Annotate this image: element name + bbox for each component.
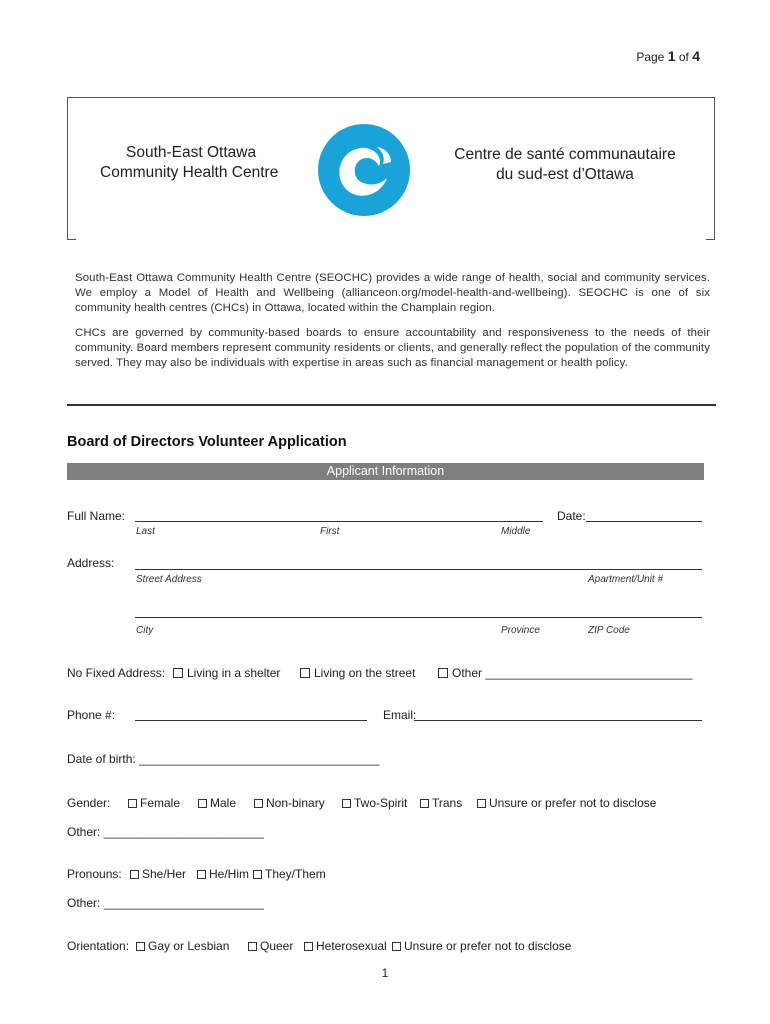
orientation-hetero[interactable]: Heterosexual (304, 939, 387, 953)
footer-page-number: 1 (381, 966, 389, 980)
form-title: Board of Directors Volunteer Application (67, 434, 347, 450)
checkbox-orientation-unsure[interactable] (392, 942, 401, 951)
pronoun-he[interactable]: He/Him (197, 867, 249, 881)
gender-female[interactable]: Female (128, 796, 180, 810)
middle-name-caption: Middle (501, 526, 531, 537)
checkbox-they[interactable] (253, 870, 262, 879)
intro-text (75, 271, 710, 381)
first-name-caption: First (320, 526, 340, 537)
gender-twospirit[interactable]: Two-Spirit (342, 796, 407, 810)
org-en-line2: Community Health Centre (100, 164, 279, 181)
other-option[interactable]: Other _______________________________ (438, 666, 692, 680)
phone-label: Phone #: (67, 708, 116, 722)
city-caption: City (136, 625, 154, 636)
checkbox-gender-unsure[interactable] (477, 799, 486, 808)
gender-nonbinary[interactable]: Non-binary (254, 796, 325, 810)
checkbox-queer[interactable] (248, 942, 257, 951)
no-fixed-address-label: No Fixed Address: (67, 666, 166, 680)
checkbox-he[interactable] (197, 870, 206, 879)
page-of: of (678, 50, 689, 64)
dob-row (67, 752, 379, 766)
seochc-logo-icon (317, 122, 411, 218)
page-label: Page (636, 50, 665, 64)
org-name-english (100, 143, 300, 183)
section-header: Applicant Information (67, 463, 704, 480)
intro-paragraph-1: South-East Ottawa Community Health Centre (SEOCHC) provides a wide range of health, social and community services. We employ a Model of Health and Wellbeing (allianceon.org/model-health-and-wellbeing). SEOCHC is one of six community health centres (CHCs) in Ottawa, located within the Champlain region. (75, 272, 710, 314)
checkbox-nonbinary[interactable] (254, 799, 263, 808)
pronoun-they[interactable]: They/Them (253, 867, 326, 881)
divider (67, 404, 716, 406)
gender-male[interactable]: Male (198, 796, 236, 810)
page-current: 1 (667, 48, 676, 64)
checkbox-street[interactable] (300, 668, 310, 678)
pronoun-other-field[interactable]: ________________________ (103, 896, 264, 910)
gender-other-label: Other: (67, 825, 101, 839)
page-indicator (636, 48, 700, 64)
orientation-unsure[interactable]: Unsure or prefer not to disclose (392, 939, 571, 953)
checkbox-other[interactable] (438, 668, 448, 678)
checkbox-gay[interactable] (136, 942, 145, 951)
pronoun-other-row (67, 896, 264, 910)
org-fr-line1: Centre de santé communautaire (454, 146, 676, 163)
last-name-caption: Last (136, 526, 155, 537)
checkbox-she[interactable] (130, 870, 139, 879)
page-total: 4 (692, 48, 700, 64)
org-name-french (440, 145, 690, 185)
dob-field[interactable]: ____________________________________ (139, 752, 380, 766)
gender-other-field[interactable]: ________________________ (103, 825, 264, 839)
intro-paragraph-2: CHCs are governed by community-based boards to ensure accountability and responsiveness to the needs of their community. Board members represent community residents or clients, and generally reflect the population of the community served. They may also be individuals with expertise in areas such as financial management or health policy. (75, 327, 710, 369)
full-name-field[interactable] (135, 521, 543, 522)
phone-field[interactable] (135, 720, 367, 721)
email-label: Email: (383, 708, 417, 722)
street-option[interactable]: Living on the street (300, 666, 415, 680)
gender-label: Gender: (67, 796, 111, 810)
pronoun-other-label: Other: (67, 896, 101, 910)
pronouns-label: Pronouns: (67, 867, 122, 881)
email-field[interactable] (414, 720, 702, 721)
date-field[interactable] (586, 521, 702, 522)
org-en-line1: South-East Ottawa (126, 144, 257, 161)
province-caption: Province (501, 625, 540, 636)
orientation-gay[interactable]: Gay or Lesbian (136, 939, 229, 953)
gender-other-row (67, 825, 264, 839)
street-address-field[interactable] (135, 569, 702, 570)
gender-unsure[interactable]: Unsure or prefer not to disclose (477, 796, 656, 810)
pronoun-she[interactable]: She/Her (130, 867, 186, 881)
checkbox-twospirit[interactable] (342, 799, 351, 808)
checkbox-female[interactable] (128, 799, 137, 808)
checkbox-hetero[interactable] (304, 942, 313, 951)
other-address-field[interactable]: _______________________________ (485, 666, 693, 680)
dob-label: Date of birth: (67, 752, 136, 766)
org-fr-line2: du sud-est d’Ottawa (496, 166, 634, 183)
address-label: Address: (67, 556, 115, 570)
gender-trans[interactable]: Trans (420, 796, 462, 810)
checkbox-shelter[interactable] (173, 668, 183, 678)
checkbox-male[interactable] (198, 799, 207, 808)
apt-caption: Apartment/Unit # (588, 574, 664, 585)
street-caption: Street Address (136, 574, 202, 585)
date-label: Date: (557, 509, 586, 523)
checkbox-trans[interactable] (420, 799, 429, 808)
orientation-queer[interactable]: Queer (248, 939, 293, 953)
shelter-option[interactable]: Living in a shelter (173, 666, 280, 680)
full-name-label: Full Name: (67, 509, 126, 523)
zip-caption: ZIP Code (588, 625, 630, 636)
city-field[interactable] (135, 617, 702, 618)
orientation-label: Orientation: (67, 939, 130, 953)
